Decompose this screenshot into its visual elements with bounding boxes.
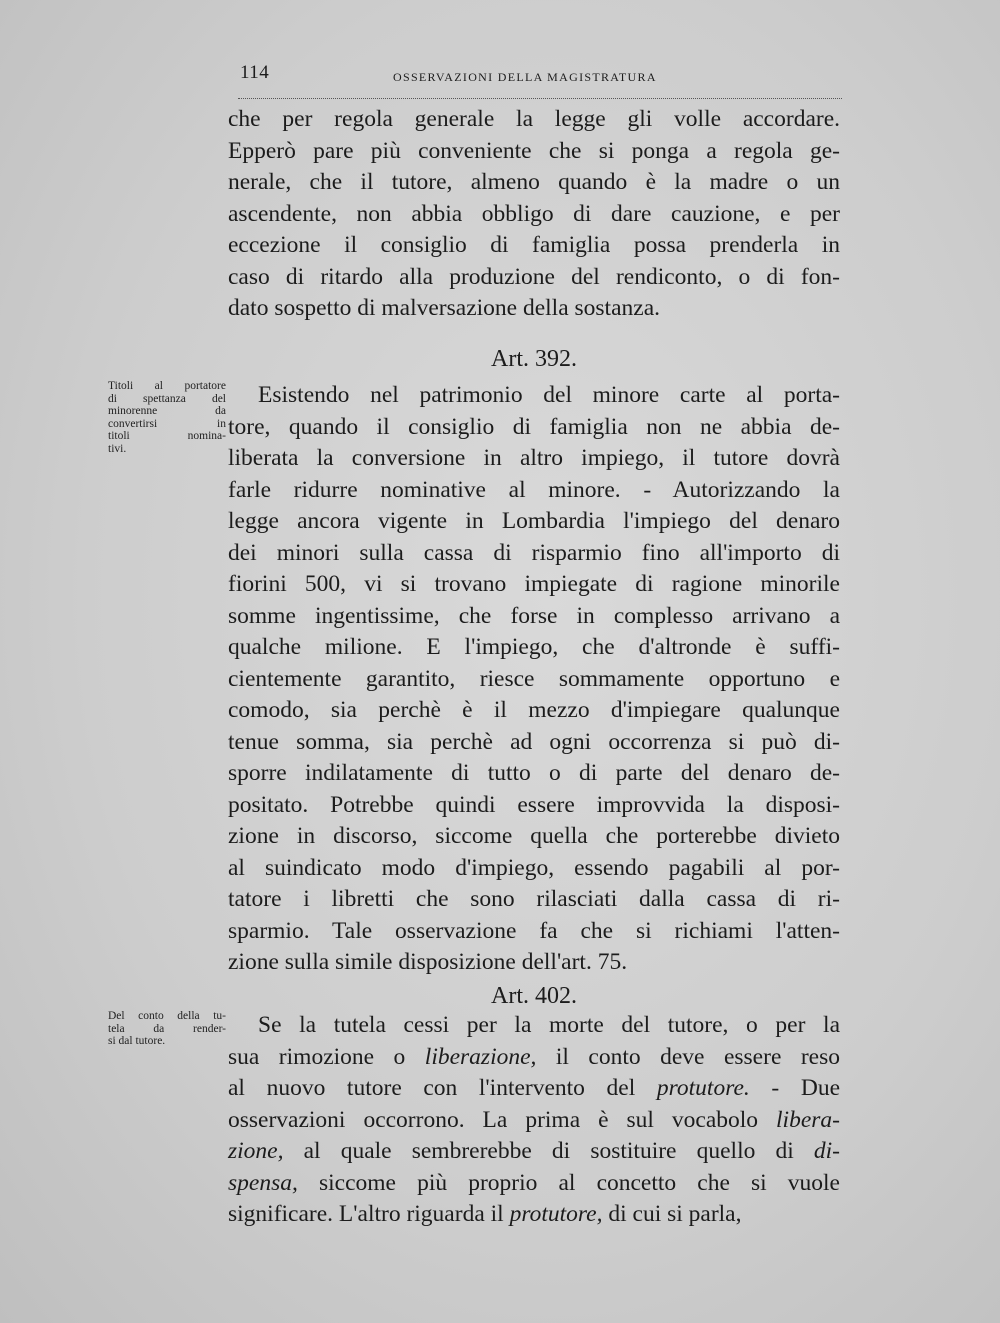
text-line: Del conto della tu- [108, 1010, 226, 1022]
text-segment: - Due [749, 1075, 840, 1101]
paragraph-continuation [228, 104, 840, 325]
text-segment: sua rimozione o [228, 1043, 425, 1070]
text-line: sporre indilatamente di tutto o di parte del denaro de- [228, 760, 840, 786]
text-line: somme ingentissime, che forse in complesso arrivano a [228, 602, 840, 629]
text-line: nerale, che il tutore, almeno quando è la madre o un [228, 169, 840, 195]
text-line: eccezione il consiglio di famiglia possa prenderla in [228, 232, 840, 258]
article-392-heading: Art. 392. [491, 346, 577, 372]
text-line: si dal tutore. [108, 1035, 166, 1047]
text-line: convertirsi in [108, 417, 226, 430]
text-line: dei minori sulla cassa di risparmio fino all'importo di [228, 539, 840, 566]
page-header [238, 58, 842, 99]
text-segment: al nuovo tutore con l'intervento del [228, 1075, 657, 1101]
text-line: Titoli al portatore [108, 380, 226, 392]
text-segment: di cui si parla, [602, 1201, 742, 1227]
margin-note-titoli-al-portatore [108, 380, 226, 455]
text-line: Epperò pare più conveniente che si ponga a regola ge- [228, 137, 840, 164]
margin-note-del-conto-della-tutela [108, 1010, 226, 1048]
text-line: ascendente, non abbia obbligo di dare cauzione, e per [228, 200, 840, 227]
text-line [228, 1105, 840, 1137]
page-number: 114 [240, 62, 270, 83]
text-line [228, 1168, 840, 1200]
text-line: farle ridurre nominative al minore. - Autorizzando la [228, 476, 840, 503]
italic-term: zione, [228, 1138, 284, 1164]
running-head: OSSERVAZIONI DELLA MAGISTRATURA [393, 70, 657, 84]
text-line: zione sulla simile disposizione dell'art. 75. [228, 949, 628, 975]
text-segment: osservazioni occorrono. La prima è sul vocabolo [228, 1106, 777, 1133]
text-line: tenue somma, sia perchè ad ogni occorrenza si può di- [228, 728, 840, 755]
text-line: tore, quando il consiglio di famiglia non ne abbia de- [228, 413, 840, 440]
text-line: che per regola generale la legge gli volle accordare. [228, 106, 840, 132]
article-392-text [228, 380, 840, 979]
text-line: caso di ritardo alla produzione del rendiconto, o di fon- [228, 263, 840, 290]
text-line: tatore i libretti che sono rilasciati dalla cassa di ri- [228, 886, 840, 912]
text-line: qualche milione. E l'impiego, che d'altronde è suffi- [228, 634, 840, 660]
text-line: minorenne da [108, 405, 226, 417]
text-line: comodo, sia perchè è il mezzo d'impiegare qualunque [228, 697, 840, 723]
text-segment: significare. L'altro riguarda il [228, 1201, 510, 1227]
text-line [228, 1010, 840, 1042]
text-line: al suindicato modo d'impiego, essendo pagabili al por- [228, 854, 840, 881]
text-segment: il conto deve essere reso [536, 1043, 841, 1070]
text-line [228, 1073, 840, 1105]
text-segment: al quale sembrerebbe di sostituire quello di [283, 1138, 814, 1164]
text-line: tivi. [108, 442, 127, 455]
text-line: zione in discorso, siccome quella che porterebbe divieto [228, 823, 840, 849]
article-402-text [228, 1010, 840, 1231]
text-line: tela da render- [108, 1022, 226, 1035]
italic-term: protutore, [509, 1201, 603, 1227]
text-segment: siccome più proprio al concetto che si vuole [297, 1169, 840, 1196]
italic-term: spensa, [228, 1169, 298, 1196]
text-line [228, 1042, 840, 1074]
text-line: sparmio. Tale osservazione fa che si richiami l'atten- [228, 917, 840, 944]
italic-term: protutore. [656, 1075, 750, 1101]
text-line: di spettanza del [108, 392, 226, 405]
text-line: dato sospetto di malversazione della sostanza. [228, 295, 661, 321]
text-line: liberata la conversione in altro impiego, il tutore dovrà [228, 445, 840, 471]
text-line [228, 1136, 840, 1168]
text-line: legge ancora vigente in Lombardia l'impiego del denaro [228, 508, 840, 534]
text-line: Esistendo nel patrimonio del minore carte al porta- [258, 382, 840, 408]
text-segment: Se la tutela cessi per la morte del tutore, o per la [258, 1012, 840, 1038]
text-line [228, 1199, 840, 1231]
text-line: titoli nomina- [108, 430, 226, 442]
italic-term: liberazione, [424, 1043, 537, 1070]
text-line: positato. Potrebbe quindi essere improvvida la disposi- [228, 791, 840, 818]
article-402-heading: Art. 402. [491, 983, 577, 1009]
text-line: fiorini 500, vi si trovano impiegate di ragione minorile [228, 571, 840, 597]
italic-term: di- [813, 1138, 840, 1164]
text-line: cientemente garantito, riesce sommamente opportuno e [228, 665, 840, 692]
italic-term: libera- [776, 1106, 840, 1133]
